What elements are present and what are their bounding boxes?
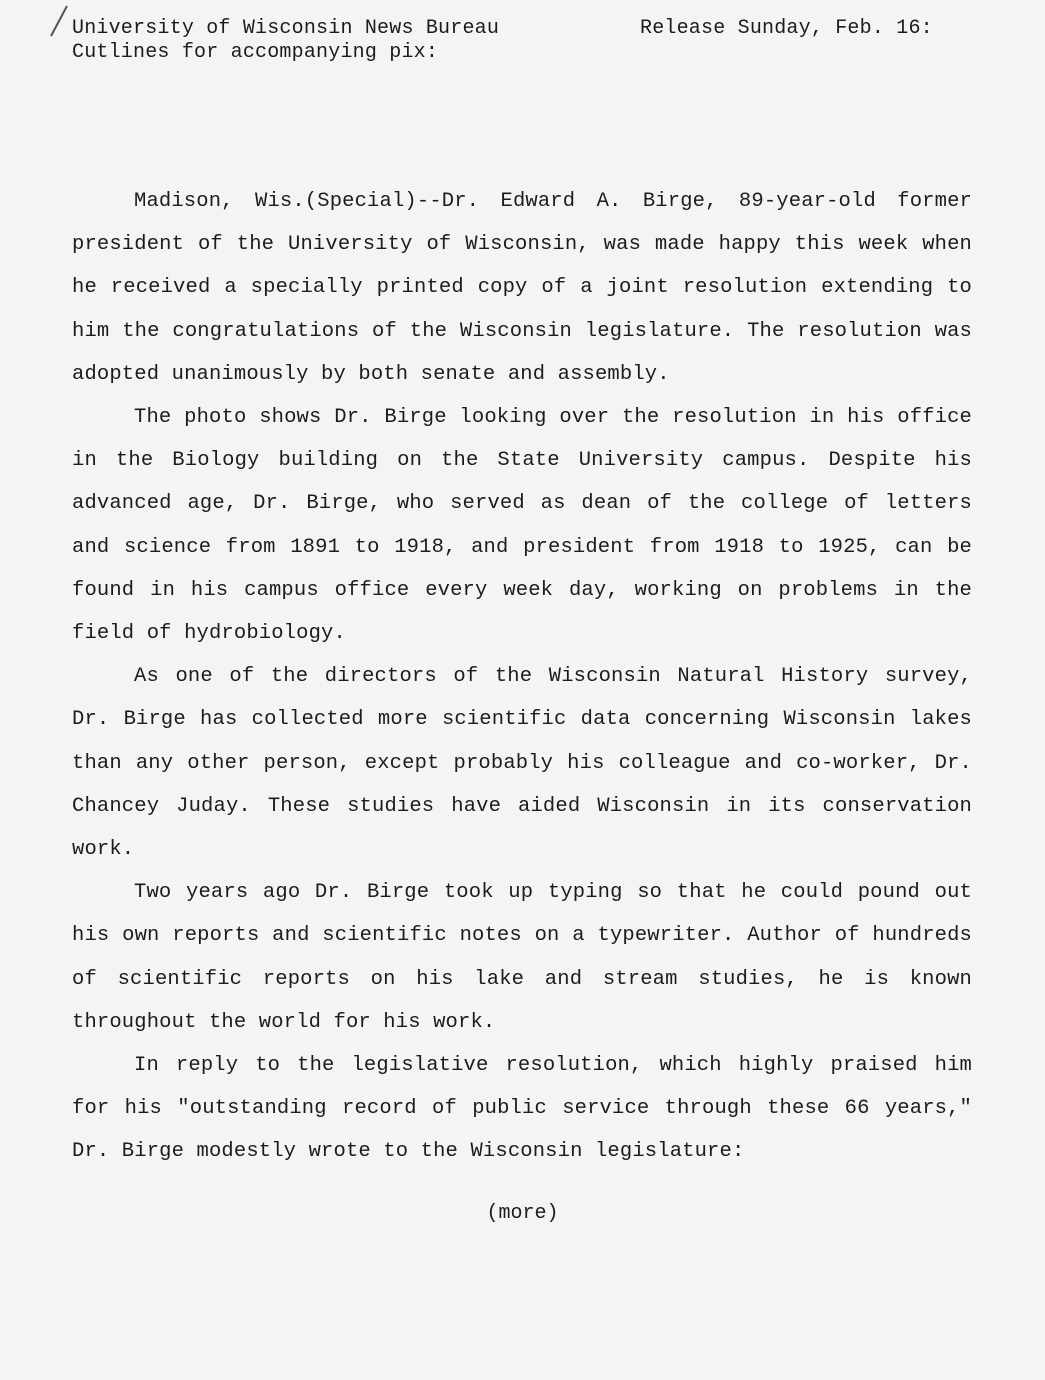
news-bureau-line: University of Wisconsin News Bureau [72, 17, 500, 40]
article-body [72, 180, 972, 1174]
release-date-line: Release Sunday, Feb. 16: [640, 17, 933, 40]
paragraph-3: As one of the directors of the Wisconsin Natural History survey, Dr. Birge has collected more scientific data concerning Wisconsin lakes than any other person, except probably his colleague and co-worker, Dr. Chancey Juday. These studies have aided Wisconsin in its conservation work. [72, 665, 972, 862]
pencil-mark [50, 6, 68, 37]
cutlines-line: Cutlines for accompanying pix: [72, 41, 439, 64]
paragraph-4: Two years ago Dr. Birge took up typing so that he could pound out his own reports and scientific notes on a typewriter. Author of hundreds of scientific reports on his lake and stream studies, he is known throughout the world for his work. [72, 881, 972, 1034]
paragraph-2: The photo shows Dr. Birge looking over the resolution in his office in the Biology building on the State University campus. Despite his advanced age, Dr. Birge, who served as dean of the college of letters and science from 1891 to 1918, and president from 1918 to 1925, can be found in his campus office every week day, working on problems in the field of hydrobiology. [72, 406, 972, 646]
paragraph-1: Madison, Wis.(Special)--Dr. Edward A. Birge, 89-year-old former president of the University of Wisconsin, was made happy this week when he received a specially printed copy of a joint resolution extending to him the congratulations of the Wisconsin legislature. The resolution was adopted unanimously by both senate and assembly. [72, 190, 972, 386]
continuation-marker: (more) [486, 1202, 559, 1225]
paragraph-5: In reply to the legislative resolution, which highly praised him for his "outstanding record of public service through these 66 years," Dr. Birge modestly wrote to the Wisconsin legislature: [72, 1054, 972, 1164]
